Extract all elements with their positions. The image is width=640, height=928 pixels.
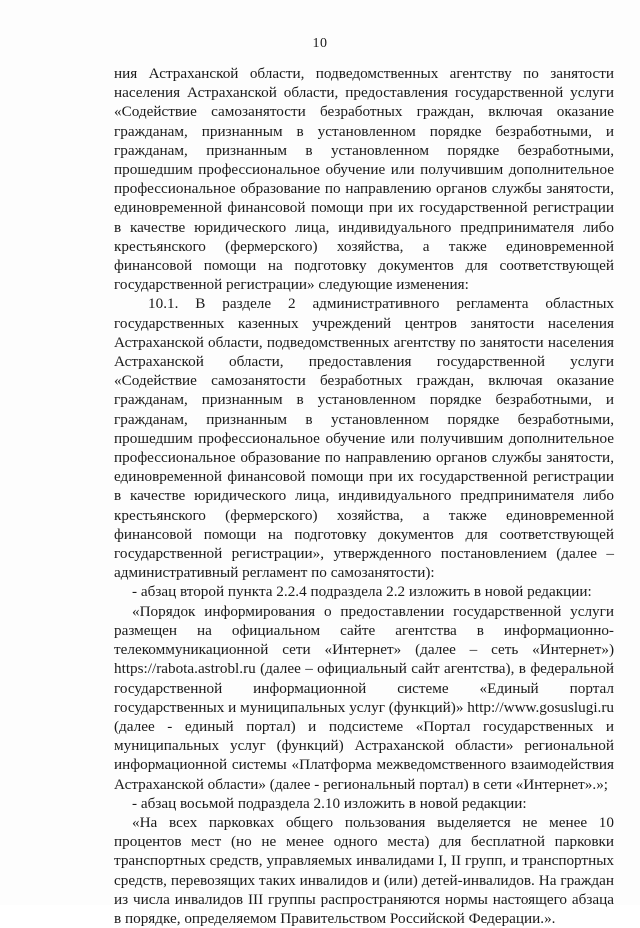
paragraph-10-1: 10.1. В разделе 2 административного регламента областных государственных казенных учреждений центров занятости населения Астраханской области, подведомственных агентству по занятости населения Астраханской области, предоставления государственной услуги «Содействие самозанятости безработных граждан, включая оказание гражданам, признанным в установленном порядке безработными, и гражданам, признанным в установленном порядке безработными, прошедшим профессиональное обучение или получившим дополнительное профессиональное образование по направлению органов службы занятости, единовременной финансовой помощи при их государственной регистрации в качестве юридического лица, индивидуального предпринимателя либо крестьянского (фермерского) хозяйства, а также единовременной финансовой помощи на подготовку документов для соответствующей государственной регистрации», утвержденного постановлением (далее – административный регламент по самозанятости): (114, 295, 614, 582)
paragraph-quote-informing: «Порядок информирования о предоставлении государственной услуги размещен на официальном сайте агентства в информационно-телекоммуникационной сети «Интернет» (далее – сеть «Интернет») https://rabota.astrobl.ru (далее – официальный сайт агентства), в федеральной государственной информационной системе «Единый портал государственных и муниципальных услуг (функций)» http://www.gosuslugi.ru (далее - единый портал) и подсистеме «Портал государственных и муниципальных услуг (функций) Астраханской области» региональной информационной системы «Платформа межведомственного взаимодействия Астраханской области» (далее - региональный портал) в сети «Интернет».»; (114, 602, 614, 793)
paragraph-amendment-2-2-4: - абзац второй пункта 2.2.4 подраздела 2.2 изложить в новой редакции: (132, 583, 592, 601)
paragraph-amendment-2-10: - абзац восьмой подраздела 2.10 изложить в новой редакции: (132, 794, 527, 812)
paragraph-quote-parking: «На всех парковках общего пользования выделяется не менее 10 процентов мест (но не менее одного места) для бесплатной парковки транспортных средств, управляемых инвалидами I, II групп, и транспортных средств, перевозящих таких инвалидов и (или) детей-инвалидов. На граждан из числа инвалидов III группы распространяются нормы настоящего абзаца в порядке, определяемом Правительством Российской Федерации.». (114, 813, 614, 927)
document-body (114, 64, 614, 928)
page-number: 10 (312, 36, 328, 51)
paragraph-continuation: ния Астраханской области, подведомственных агентству по занятости населения Астраханской области, предоставления государственной услуги «Содействие самозанятости безработных граждан, включая оказание гражданам, признанным в установленном порядке безработными, и гражданам, признанным в установленном порядке безработными, прошедшим профессиональное обучение или получившим дополнительное профессиональное образование по направлению органов службы занятости, единовременной финансовой помощи при их государственной регистрации в качестве юридического лица, индивидуального предпринимателя либо крестьянского (фермерского) хозяйства, а также единовременной финансовой помощи на подготовку документов для соответствующей государственной регистрации» следующие изменения: (114, 65, 614, 294)
